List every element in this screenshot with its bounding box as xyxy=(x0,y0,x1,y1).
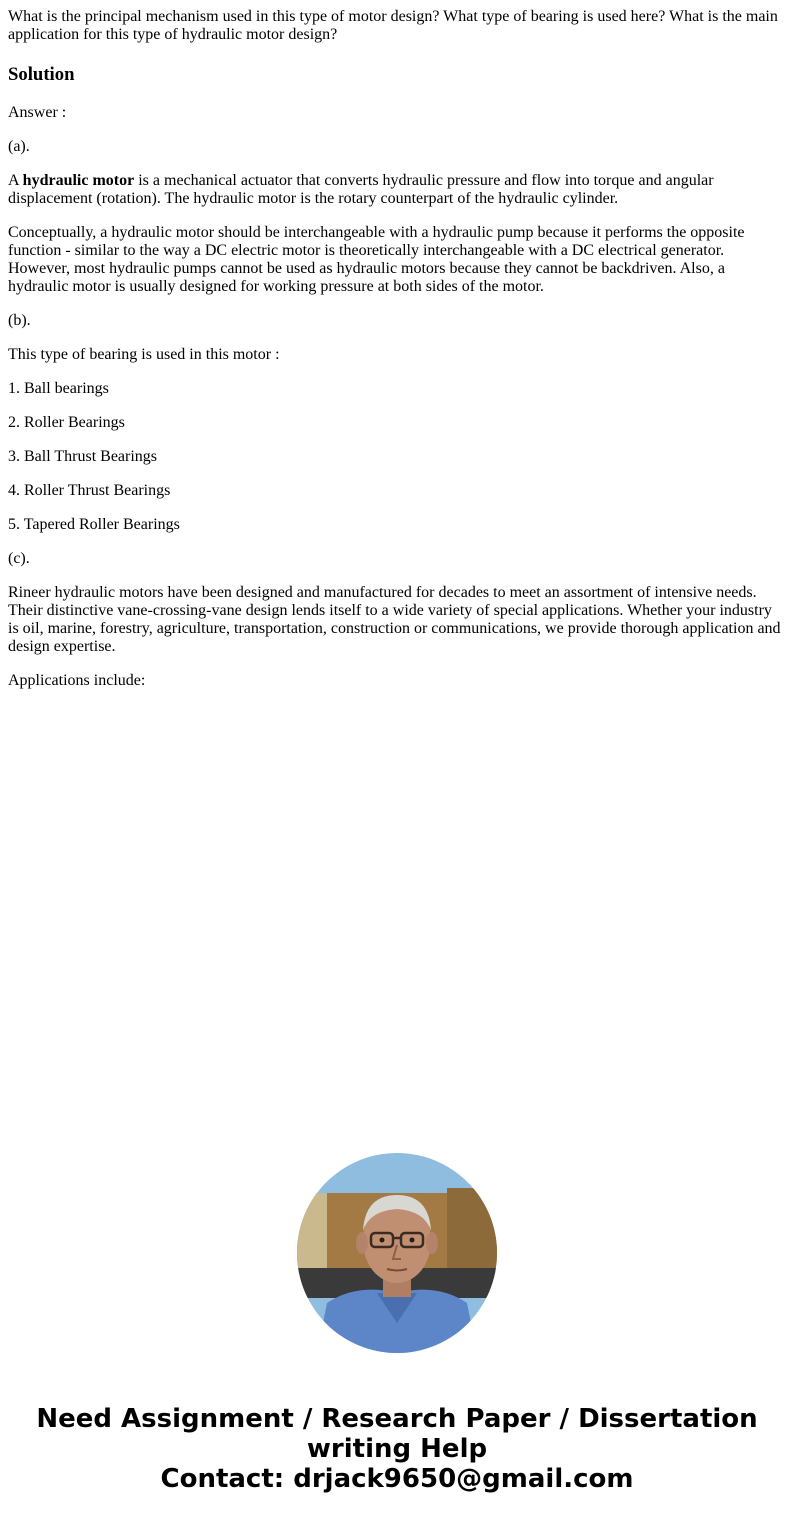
promo-banner xyxy=(0,1404,794,1494)
part-a-prefix: A xyxy=(8,172,23,189)
bearing-item: 3. Ball Thrust Bearings xyxy=(8,448,158,465)
bearing-item: 4. Roller Thrust Bearings xyxy=(8,482,171,499)
hydraulic-motor-term: hydraulic motor xyxy=(22,172,135,189)
part-a-paragraph-1 xyxy=(8,172,786,208)
part-a-label: (a). xyxy=(8,138,30,155)
answer-label: Answer : xyxy=(8,104,67,121)
part-c-label: (c). xyxy=(8,550,30,567)
bearing-item: 2. Roller Bearings xyxy=(8,414,125,431)
document-body xyxy=(8,8,786,706)
question-text: What is the principal mechanism used in this type of motor design? What type of bearing is used here? What is the main application for this type of hydraulic motor design? xyxy=(8,8,778,43)
promo-contact: Contact: drjack9650@gmail.com xyxy=(160,1464,634,1494)
part-c-paragraph-2: Applications include: xyxy=(8,672,146,689)
solution-heading: Solution xyxy=(8,64,75,85)
bearing-item: 1. Ball bearings xyxy=(8,380,109,397)
part-b-intro: This type of bearing is used in this motor : xyxy=(8,346,280,363)
part-b-label: (b). xyxy=(8,312,31,329)
author-avatar xyxy=(297,1153,497,1353)
bearing-item: 5. Tapered Roller Bearings xyxy=(8,516,180,533)
part-c-paragraph-1: Rineer hydraulic motors have been designed and manufactured for decades to meet an assortment of intensive needs. Their distinctive vane-crossing-vane design lends itself to a wide variety of special applications. Whether your industry is oil, marine, forestry, agriculture, transportation, construction or communications, we provide thorough application and design expertise. xyxy=(8,584,781,655)
avatar-portrait xyxy=(297,1153,497,1353)
promo-line-1: Need Assignment / Research Paper / Dissertation xyxy=(36,1404,758,1434)
part-a-rest: is a mechanical actuator that converts hydraulic pressure and flow into torque and angular displacement (rotation). The hydraulic motor is the rotary counterpart of the hydraulic cylinder. xyxy=(8,172,714,207)
promo-line-2: writing Help xyxy=(306,1434,488,1464)
part-a-paragraph-2: Conceptually, a hydraulic motor should be interchangeable with a hydraulic pump because it performs the opposite function - similar to the way a DC electric motor is theoretically interchangeable with a DC electrical generator. However, most hydraulic pumps cannot be used as hydraulic motors because they cannot be backdriven. Also, a hydraulic motor is usually designed for working pressure at both sides of the motor. xyxy=(8,224,745,295)
